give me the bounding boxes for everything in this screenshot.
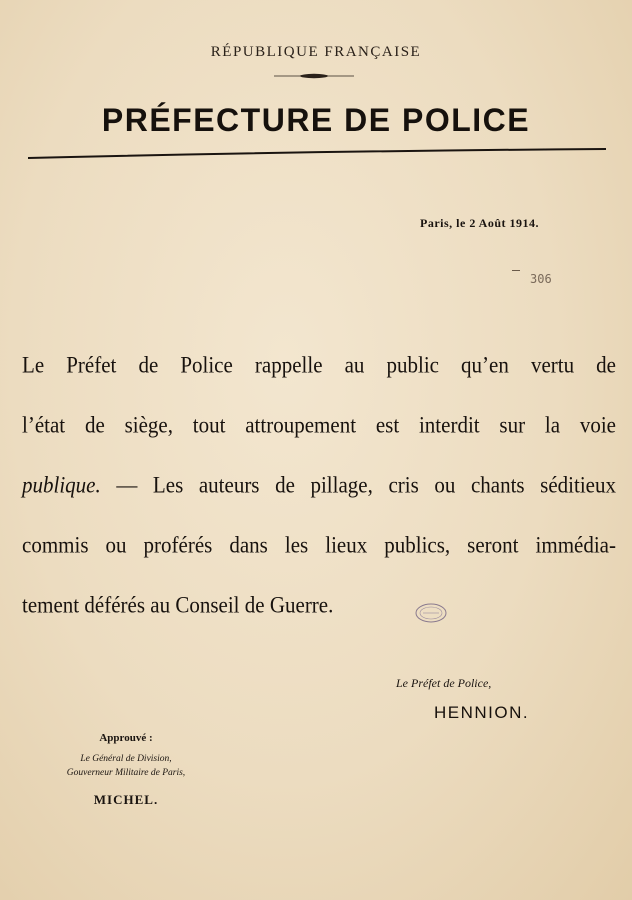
archive-number: 306	[530, 272, 552, 286]
library-seal-stamp	[414, 602, 448, 624]
body-line-3	[22, 471, 616, 499]
body-line-2: l’état de siège, tout attroupement est interdit sur la voie	[22, 412, 616, 438]
body-line-4: commis ou proférés dans les lieux publics, seront immédia-	[22, 532, 616, 558]
dateline: Paris, le 2 Août 1914.	[420, 216, 539, 230]
signer-name: HENNION.	[434, 703, 530, 722]
archive-mark	[512, 270, 520, 271]
approver-title	[48, 752, 204, 780]
prefecture-heading: PRÉFECTURE DE POLICE	[101, 102, 531, 138]
signer-title: Le Préfet de Police,	[396, 676, 492, 690]
heading-rule	[28, 146, 606, 160]
approver-title-line-1: Le Général de Division,	[80, 754, 172, 764]
republic-heading: RÉPUBLIQUE FRANÇAISE	[210, 44, 422, 60]
body-line-3-text: — Les auteurs de pillage, cris ou chants séditieux	[116, 472, 617, 498]
ornament-divider	[272, 72, 356, 80]
approver-title-line-2: Gouverneur Militaire de Paris,	[66, 768, 186, 778]
body-line-1: Le Préfet de Police rappelle au public qu’en vertu de	[22, 352, 616, 378]
approval-label: Approuvé :	[99, 732, 153, 744]
body-italic-word: publique.	[22, 472, 101, 498]
approver-name: MICHEL.	[93, 792, 159, 807]
body-line-5: tement déférés au Conseil de Guerre.	[22, 592, 334, 618]
